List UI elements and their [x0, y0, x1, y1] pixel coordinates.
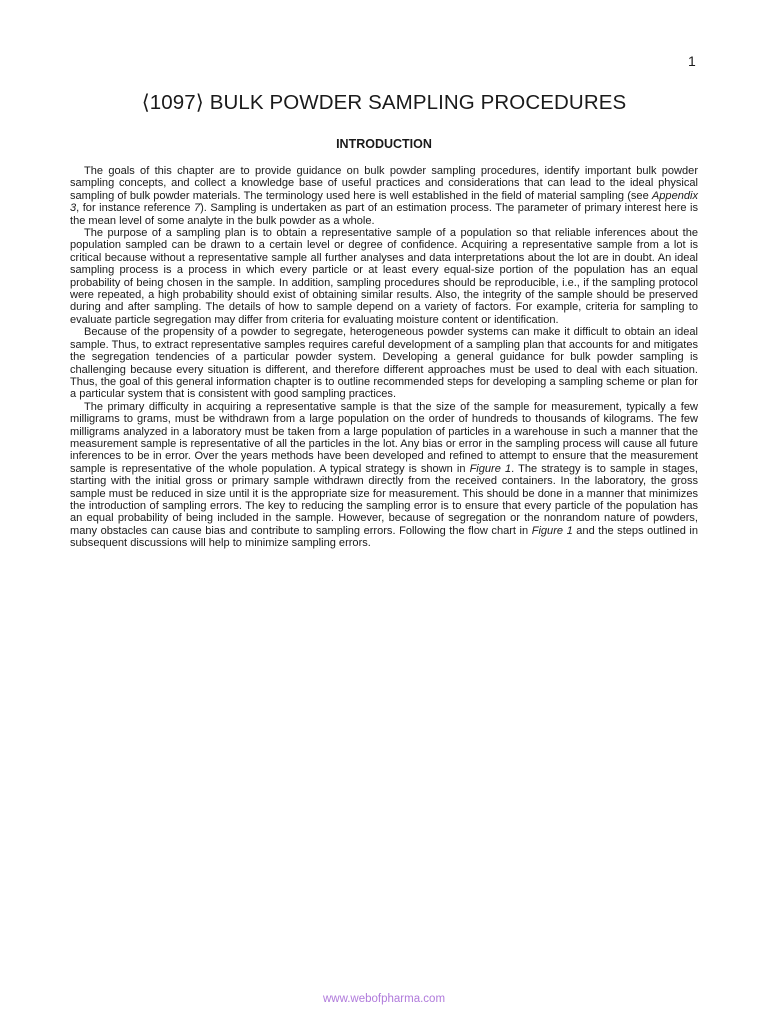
- footer-website-link[interactable]: www.webofpharma.com: [322, 993, 446, 1005]
- paragraph-text: ). Sampling is undertaken as part of an estimation process. The parameter of primary interest here is the mean level of some analyte in the bulk powder as a whole.: [70, 202, 698, 227]
- paragraph: [70, 401, 698, 550]
- page-number: 1: [688, 53, 696, 69]
- paragraph: The purpose of a sampling plan is to obtain a representative sample of a population so that reliable inferences about the population sampled can be drawn to a certain level or degree of confidence. Acquiring a representative sample from a lot is critical because without a representative sample all further analyses and data interpretations about the lot are in doubt. An ideal sampling process is a process in which every particle or at least every equal-size portion of the population has an equal probability of being chosen in the sample. In addition, sampling procedures should be reproducible, i.e., if the sampling protocol were repeated, a high probability should exist of obtaining similar results. Also, the integrity of the sample should be preserved during and after sampling. The details of how to sample depend on a variety of factors. For example, criteria for sampling to evaluate particle segregation may differ from criteria for evaluating moisture content or identification.: [70, 227, 698, 326]
- figure-reference: Figure 1: [531, 524, 573, 537]
- paragraph-text: The goals of this chapter are to provide guidance on bulk powder sampling procedures, identify important bulk powder sampling concepts, and collect a knowledge base of useful practices and considerations that can lead to the ideal physical sampling of bulk powder materials. The terminology used here is well established in the field of material sampling (see: [70, 165, 698, 202]
- reference-number: 7: [193, 202, 201, 215]
- figure-reference: Figure 1: [469, 462, 512, 475]
- section-heading: INTRODUCTION: [336, 137, 432, 151]
- paragraph-text: . The strategy is to sample in stages, starting with the initial gross or primary sample withdrawn directly from the received containers. In the laboratory, the gross sample must be reduced in size until it is the appropriate size for measurement. This should be done in a manner that minimizes the introduction of sampling errors. The key to reducing the sampling error is to ensure that every particle of the population has an equal probability of being included in the sample. However, because of segregation or the nonrandom nature of powders, many obstacles can cause bias and contribute to sampling errors. Following the flow chart in: [70, 462, 698, 537]
- paragraph: Because of the propensity of a powder to segregate, heterogeneous powder systems can make it difficult to obtain an ideal sample. Thus, to extract representative samples requires careful development of a sampling plan that accounts for and mitigates the segregation tendencies of a particular powder system. Developing a general guidance for bulk powder sampling is challenging because every situation is different, and therefore different approaches must be used to deal with each situation. Thus, the goal of this general information chapter is to outline recommended steps for developing a sampling scheme or plan for a particular system that is consistent with good sampling practices.: [70, 326, 698, 401]
- paragraph-text: The primary difficulty in acquiring a representative sample is that the size of the sample for measurement, typically a few milligrams to grams, must be withdrawn from a large population on the order of hundreds to thousands of kilograms. The few milligrams analyzed in a laboratory must be taken from a large population of particles in a warehouse in such a manner that the measurement sample is representative of all the particles in the lot. Any bias or error in the sampling process will cause all future inferences to be in error. Over the years methods have been developed and refined to attempt to ensure that the measurement sample is representative of the whole population. A typical strategy is shown in: [70, 400, 698, 475]
- paragraph: [70, 165, 698, 227]
- page-title: ⟨1097⟩ BULK POWDER SAMPLING PROCEDURES: [141, 91, 627, 114]
- body-text: [70, 165, 698, 550]
- paragraph-text: and the steps outlined in subsequent discussions will help to minimize sampling errors.: [70, 524, 698, 550]
- appendix-reference: Appendix 3: [70, 189, 698, 215]
- paragraph-text: , for instance reference: [76, 202, 194, 215]
